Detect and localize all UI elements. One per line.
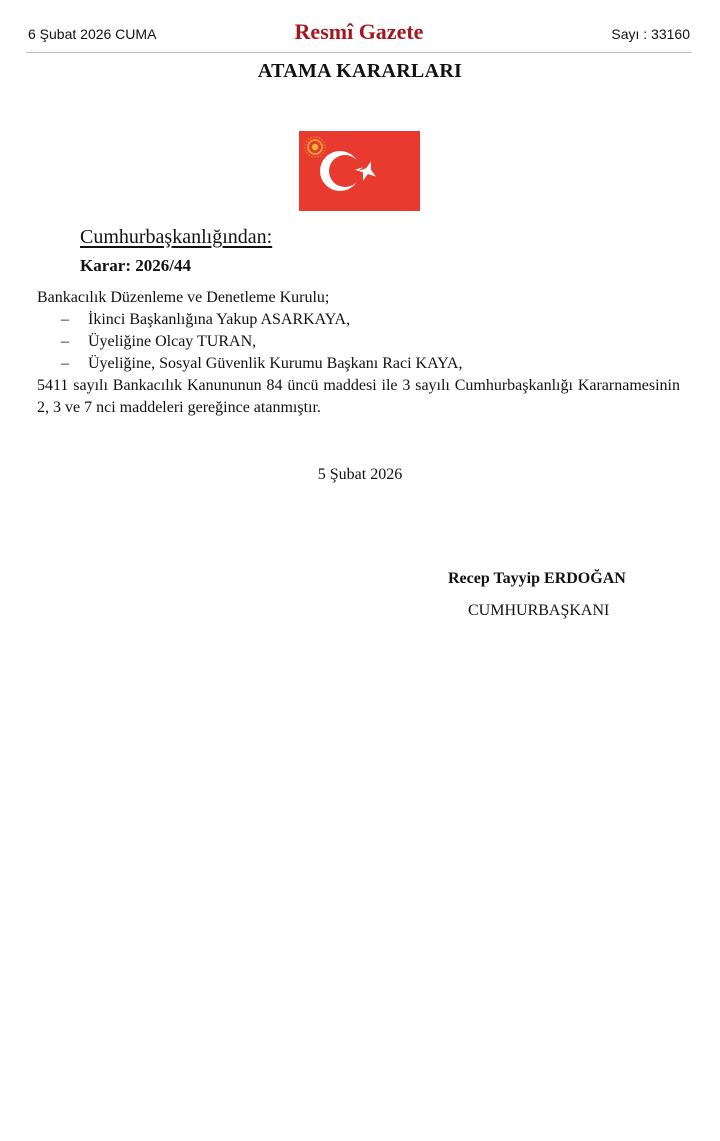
issue-number: Sayı : 33160 (611, 26, 690, 42)
appointment-text: Üyeliğine Olcay TURAN, (88, 333, 257, 350)
list-item (37, 353, 680, 375)
list-item (37, 331, 680, 353)
decision-number: Karar: 2026/44 (80, 256, 191, 275)
publication-date: 6 Şubat 2026 CUMA (28, 26, 157, 42)
appointment-list (37, 309, 680, 375)
appointment-text: İkinci Başkanlığına Yakup ASARKAYA, (88, 311, 351, 328)
turkish-flag-icon (299, 131, 420, 211)
section-title: ATAMA KARARLARI (257, 60, 463, 82)
signatory-title: CUMHURBAŞKANI (468, 602, 610, 619)
decision-date: 5 Şubat 2026 (317, 466, 403, 483)
appointment-text: Üyeliğine, Sosyal Güvenlik Kurumu Başkanı Raci KAYA, (88, 355, 463, 372)
list-dash: – (61, 311, 69, 328)
institution-name: Bankacılık Düzenleme ve Denetleme Kurulu; (37, 289, 330, 306)
list-dash: – (61, 355, 69, 372)
list-dash: – (61, 333, 69, 350)
gazette-title: Resmî Gazete (294, 19, 424, 44)
gazette-header (26, 18, 692, 53)
issuing-authority: Cumhurbaşkanlığından: (80, 226, 273, 248)
list-item (37, 309, 680, 331)
signatory-name: Recep Tayyip ERDOĞAN (448, 570, 626, 587)
legal-basis-paragraph: 5411 sayılı Bankacılık Kanununun 84 üncü maddesi ile 3 sayılı Cumhurbaşkanlığı Kararnamesinin 2, 3 ve 7 nci maddeleri gereğince atanmıştır. (37, 377, 680, 416)
